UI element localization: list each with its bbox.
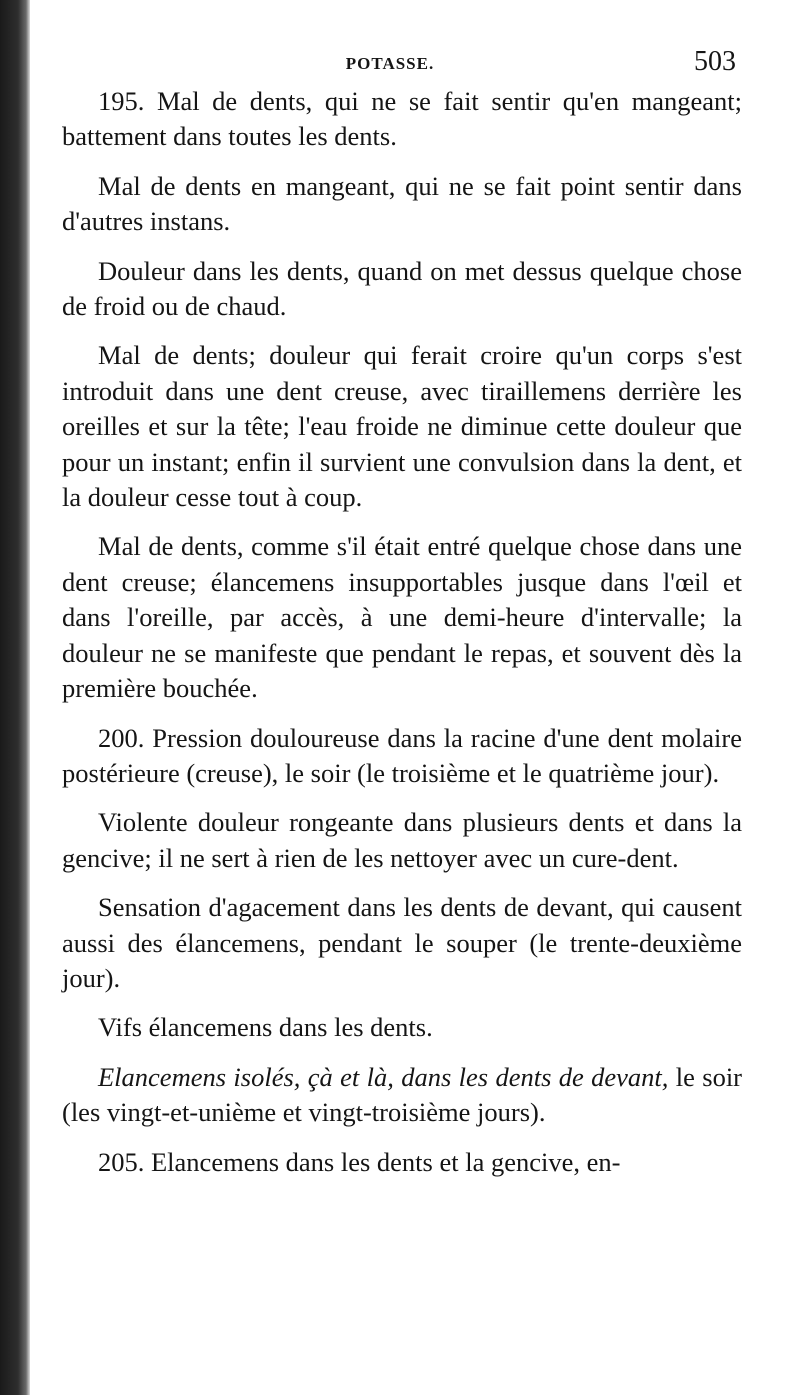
paragraph-number: 205. (98, 1146, 151, 1177)
page-body (62, 84, 742, 1194)
binding-shadow (0, 0, 30, 1395)
paragraph-number: 200. (98, 722, 153, 753)
paragraph-text: Mal de dents, comme s'il était entré quelque chose dans une dent creuse; élancemens insupportables jusque dans l'œil et dans l'oreille, par accès, à une demi-heure d'intervalle; la douleur ne se manifeste que pendant le repas, et souvent dès la première bouchée. (62, 531, 742, 704)
paragraph (62, 721, 742, 792)
paragraph-text: Violente douleur rongeante dans plusieurs dents et dans la gencive; il ne sert à rien de les nettoyer avec un cure-dent. (62, 807, 742, 873)
paragraph-text: le soir (les vingt-et-unième et vingt-troisième jours). (62, 1061, 743, 1128)
paragraph (62, 254, 742, 325)
paragraph-text: Elancemens dans les dents et la gencive, en- (151, 1146, 621, 1177)
paragraph-text: Mal de dents, qui ne se fait sentir qu'en mangeant; battement dans toutes les dents. (62, 86, 743, 152)
paragraph (62, 84, 742, 155)
paragraph-text: Pression douloureuse dans la racine d'une dent molaire postérieure (creuse), le soir (le troisième et le quatrième jour). (62, 722, 743, 788)
running-head: POTASSE. (345, 54, 435, 73)
paragraph-text: Mal de dents en mangeant, qui ne se fait point sentir dans d'autres instans. (62, 170, 742, 237)
paragraph-text: Sensation d'agacement dans les dents de devant, qui causent aussi des élancemens, pendant le souper (le trente-deuxième jour). (62, 892, 742, 993)
paragraph-number: 195. (98, 86, 157, 116)
paragraph (62, 1145, 742, 1180)
paragraph (62, 338, 742, 515)
paragraph (62, 529, 742, 706)
page-header (0, 44, 800, 80)
page-number: 503 (694, 46, 736, 77)
paragraph (62, 1010, 742, 1045)
paragraph (62, 890, 742, 996)
paragraph-text: Douleur dans les dents, quand on met dessus quelque chose de froid ou de chaud. (62, 255, 742, 322)
paragraph-text: Mal de dents; douleur qui ferait croire qu'un corps s'est introduit dans une dent creuse, avec tiraillemens derrière les oreilles et sur la tête; l'eau froide ne diminue cette douleur que pour un instant; enfin il survient une convulsion dans la dent, et la douleur cesse tout à coup. (62, 340, 742, 513)
paragraph-italic-text: Elancemens isolés, çà et là, dans les dents de devant, (98, 1061, 669, 1092)
paragraph (62, 1060, 742, 1131)
paragraph-text: Vifs élancemens dans les dents. (98, 1012, 433, 1043)
paragraph (62, 169, 742, 240)
paragraph (62, 805, 742, 876)
